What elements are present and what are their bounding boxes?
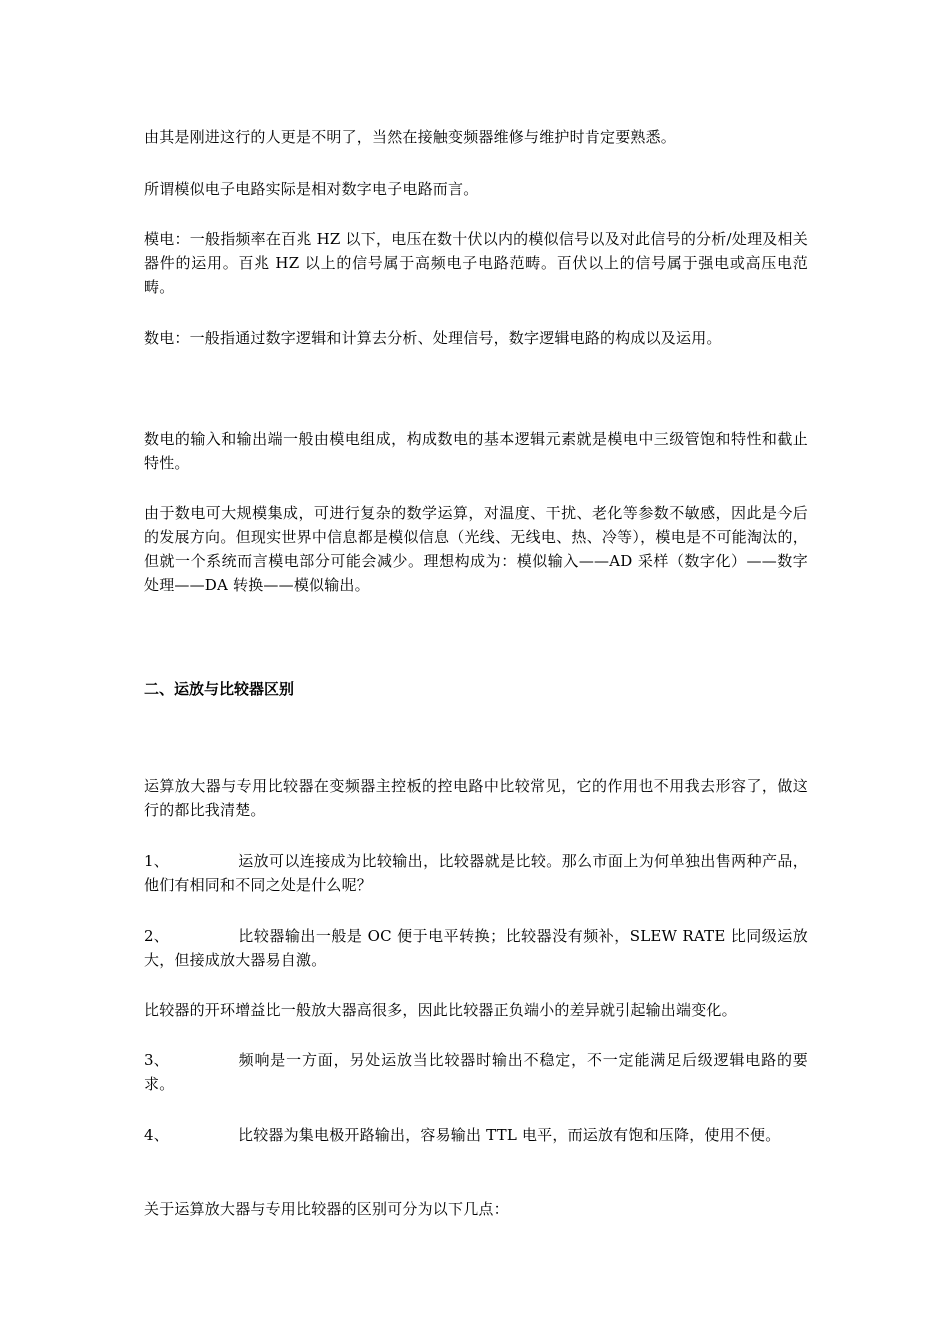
paragraph-digital-io: 数电的输入和输出端一般由模电组成，构成数电的基本逻辑元素就是模电中三级管饱和特性和截止特性。 [144, 430, 808, 472]
paragraph-digital-circuit: 数电：一般指通过数字逻辑和计算去分析、处理信号，数字逻辑电路的构成以及运用。 [144, 329, 722, 347]
paragraph-differences-intro: 关于运算放大器与专用比较器的区别可分为以下几点： [144, 1200, 509, 1218]
paragraph-open-loop-gain: 比较器的开环增益比一般放大器高很多，因此比较器正负端小的差异就引起输出端变化。 [144, 1001, 737, 1019]
list-item-2 [144, 924, 808, 972]
list-item-number: 1、 [144, 852, 169, 870]
list-item-1 [144, 849, 808, 897]
paragraph-development-direction: 由于数电可大规模集成，可进行复杂的数学运算，对温度、干扰、老化等参数不敏感，因此是今后的发展方向。但现实世界中信息都是模似信息（光线、无线电、热、冷等），模电是不可能淘汰的，但就一个系统而言模电部分可能会减少。理想构成为：模似输入——AD 采样（数字化）——数字处理——DA 转换——模似输出。 [144, 504, 808, 594]
paragraph-analog-definition: 所谓模似电子电路实际是相对数字电子电路而言。 [144, 180, 479, 198]
list-item-text: 频响是一方面，另处运放当比较器时输出不稳定，不一定能满足后级逻辑电路的要求。 [144, 1051, 808, 1093]
list-item-3 [144, 1048, 808, 1096]
list-item-number: 2、 [144, 927, 169, 945]
list-item-number: 3、 [144, 1051, 169, 1069]
list-item-text: 运放可以连接成为比较输出，比较器就是比较。那么市面上为何单独出售两种产品，他们有相同和不同之处是什么呢？ [144, 852, 808, 894]
section-heading: 二、运放与比较器区别 [144, 680, 295, 698]
list-item-text: 比较器输出一般是 OC 便于电平转换；比较器没有频补，SLEW RATE 比同级运放大，但接成放大器易自激。 [144, 927, 808, 969]
list-item-text: 比较器为集电极开路输出，容易输出 TTL 电平，而运放有饱和压降，使用不便。 [238, 1126, 781, 1144]
paragraph-analog-circuit: 模电：一般指频率在百兆 HZ 以下，电压在数十伏以内的模似信号以及对此信号的分析/处理及相关器件的运用。百兆 HZ 以上的信号属于高频电子电路范畴。百伏以上的信号属于强电或高压电范畴。 [144, 230, 808, 296]
list-item-number: 4、 [144, 1126, 169, 1144]
paragraph-opamp-intro: 运算放大器与专用比较器在变频器主控板的控电路中比较常见，它的作用也不用我去形容了，做这行的都比我清楚。 [144, 777, 808, 819]
list-item-4 [144, 1123, 808, 1147]
paragraph-intro: 由其是刚进这行的人更是不明了，当然在接触变频器维修与维护时肯定要熟悉。 [144, 128, 677, 146]
